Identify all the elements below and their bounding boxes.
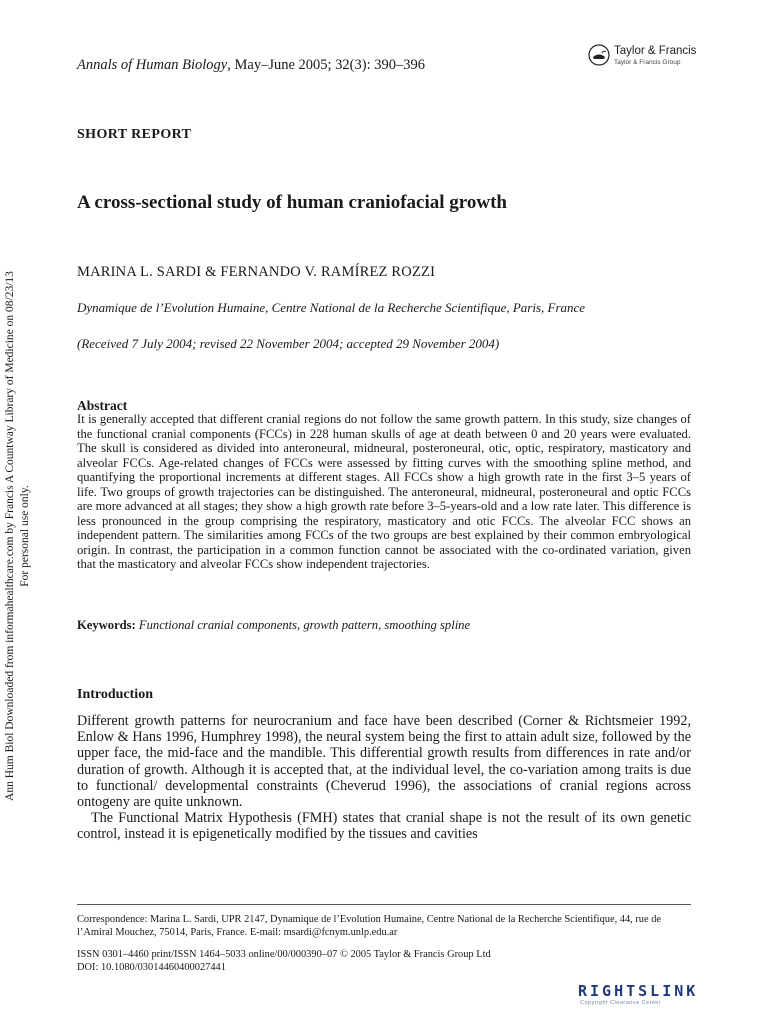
introduction-body (77, 713, 691, 843)
journal-name: Annals of Human Biology (77, 57, 228, 73)
keywords-value: Functional cranial components, growth pattern, smoothing spline (138, 618, 471, 632)
rightslink-badge[interactable] (578, 982, 748, 1008)
doi-line: DOI: 10.1080/03014460400027441 (77, 962, 226, 973)
received-dates: (Received 7 July 2004; revised 22 November 2004; accepted 29 November 2004) (77, 336, 500, 351)
journal-issue: , May–June 2005; 32(3): 390–396 (227, 57, 425, 73)
introduction-paragraph-1: Different growth patterns for neurocranium and face have been described (Corner & Richtsmeier 1992, Enlow & Hans 1996, Humphrey 1998), the neural system being the first to attain adult size, followed by the upper face, the mid-face and the mandible. This differential growth results from differences in rate and/or duration of growth. Although it is accepted that, at the individual level, the co-variation among traits is due to functional/ developmental constraints (Cheverud 1996), the associations of cranial regions across ontogeny are quite unknown. (77, 713, 691, 811)
publisher-lamp-icon (588, 44, 610, 66)
keywords (77, 618, 470, 633)
publisher-logo (588, 44, 738, 74)
publisher-name: Taylor & Francis (614, 45, 697, 57)
issn-line: ISSN 0301–4460 print/ISSN 1464–5033 online/00/000390–07 © 2005 Taylor & Francis Group Ltd (77, 949, 491, 960)
abstract-text: It is generally accepted that different cranial regions do not follow the same growth pattern. In this study, size changes of the functional cranial components (FCCs) in 228 human skulls of age at death between 0 and 20 years were evaluated. The skull is considered as divided into anteroneural, midneural, posteroneural, otic, optic, respiratory, masticatory and alveolar FCCs. Age-related changes of FCCs were assessed by fitting curves with the smoothing spline method, and quantifying the proportional increments at different stages. All FCCs show a high growth rate in the first 3–5 years of life. Two groups of growth trajectories can be distinguished. The anteroneural, midneural, posteroneural and optic FCCs are more advanced at all stages; they show a high growth rate before 3–5-years-old and a low rate later. This difference is less pronounced in the group comprising the respiratory, masticatory and otic FCCs. The alveolar FCC shows an independent pattern. The similarities among FCCs of the two groups are best explained by their common embryological origin. In contrast, the participation in a common function cannot be associated with the co-ordinated variation, given that the masticatory and alveolar FCCs show independent trajectories. (77, 412, 691, 571)
footnote-divider (77, 904, 691, 905)
watermark-line-2: For personal use only. (18, 485, 31, 587)
author-affiliation: Dynamique de l’Evolution Humaine, Centre National de la Recherche Scientifique, Paris, France (77, 300, 586, 315)
article-title: A cross-sectional study of human craniofacial growth (77, 192, 507, 213)
watermark-line-1: Ann Hum Biol Downloaded from informahealthcare.com by Francis A Countway Library of Medicine on 08/23/13 (4, 271, 16, 801)
issn-block (77, 948, 691, 974)
keywords-label: Keywords: (77, 618, 136, 632)
publisher-group: Taylor & Francis Group (614, 59, 681, 66)
rightslink-text: RIGHTSLINK (578, 982, 699, 1000)
abstract-heading: Abstract (77, 398, 128, 413)
section-label: SHORT REPORT (77, 127, 192, 142)
rightslink-subtext: Copyright Clearance Center (580, 1000, 662, 1006)
introduction-paragraph-2: The Functional Matrix Hypothesis (FMH) states that cranial shape is not the result of its own genetic control, instead it is epigenetically modified by the tissues and cavities (77, 810, 691, 843)
article-authors: MARINA L. SARDI & FERNANDO V. RAMÍREZ ROZZI (77, 264, 436, 280)
introduction-heading: Introduction (77, 687, 153, 702)
correspondence-note: Correspondence: Marina L. Sardi, UPR 2147, Dynamique de l’Evolution Humaine, Centre National de la Recherche Scientifique, 44, rue de l’Amiral Mouchez, 75014, Paris, France. E-mail: msardi@fcnym.unlp.edu.ar (77, 914, 662, 938)
journal-citation (77, 57, 425, 74)
